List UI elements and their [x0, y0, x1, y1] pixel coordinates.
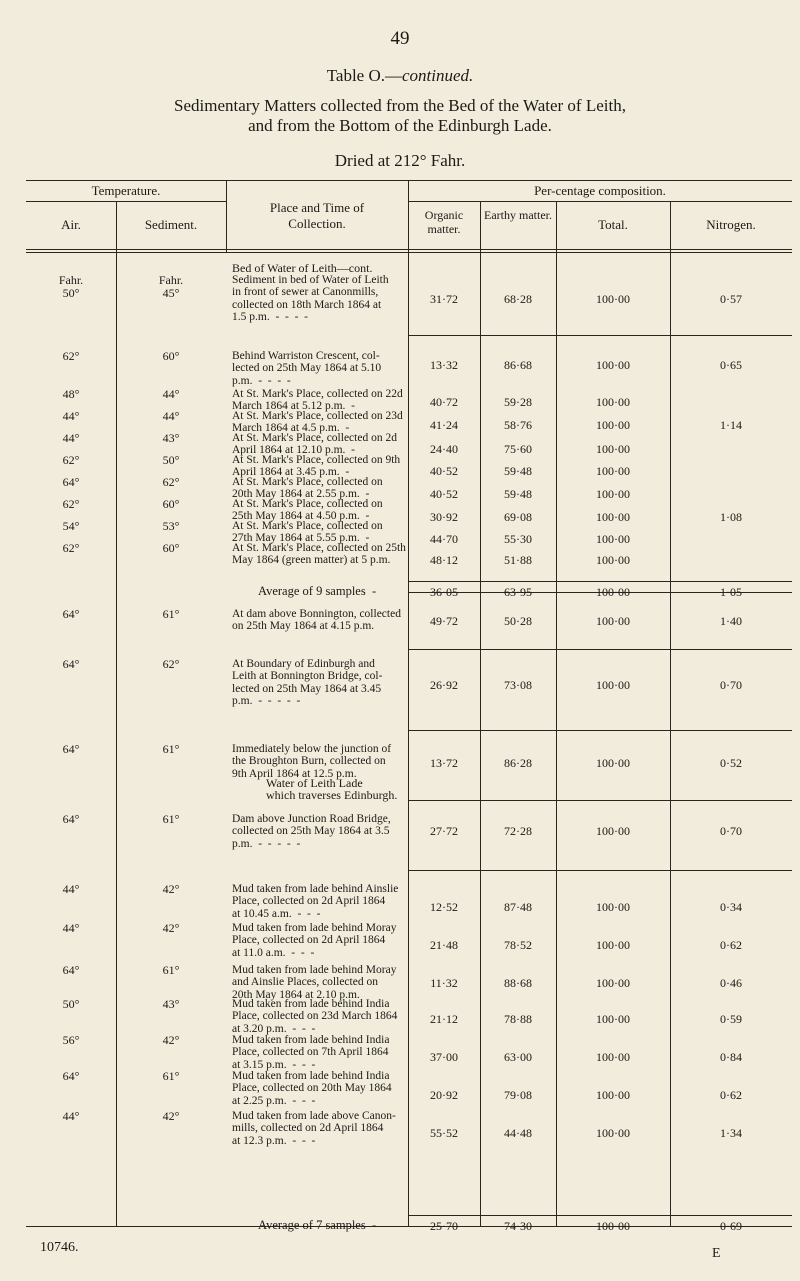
- air-temperature: 44°: [62, 882, 80, 896]
- air-temperature: 64°: [62, 963, 80, 977]
- earthy-matter-value: 86·68: [504, 358, 532, 372]
- table-heading: Sedimentary Matters collected from the Bed of the Water of Leith, and from the Bottom of the Edinburgh Lade.: [174, 96, 626, 135]
- earthy-matter-value: 58·76: [504, 418, 532, 432]
- organic-matter-value: 40·52: [430, 487, 458, 501]
- sediment-temperature: 43°: [162, 997, 180, 1011]
- sediment-temperature: 53°: [162, 519, 180, 533]
- nitrogen-value: 1·14: [720, 418, 742, 432]
- organic-matter-value: 44·70: [430, 532, 458, 546]
- section-title-bed: Bed of Water of Leith—cont.: [232, 261, 373, 275]
- air-temperature: 64°: [62, 742, 80, 756]
- nitrogen-value: 1·08: [720, 510, 742, 524]
- nitrogen-value: 0·52: [720, 756, 742, 770]
- collection-description: Immediately below the junction of the Broughton Burn, collected on 9th April 1864 at 12.5 p.m.: [232, 743, 392, 780]
- collection-description: At St. Mark's Place, collected on 25th May 1864 (green matter) at 5 p.m.: [232, 542, 406, 567]
- earthy-matter-value: 78·52: [504, 938, 532, 952]
- total-value: 100·00: [596, 464, 630, 478]
- collection-description: Mud taken from lade behind Moray Place, collected on 2d April 1864 at 11.0 a.m. - - -: [232, 922, 397, 959]
- air-temperature: 64°: [62, 1069, 80, 1083]
- total-value: 100·00: [596, 824, 630, 838]
- nitrogen-value: 0·70: [720, 678, 742, 692]
- sediment-temperature: 61°: [162, 812, 180, 826]
- air-temperature: 48°: [62, 387, 80, 401]
- collection-description: Average of 7 samples -: [258, 1218, 377, 1232]
- total-value: 100·00: [596, 1088, 630, 1102]
- footer-number: 10746.: [40, 1240, 79, 1255]
- sediment-temperature: 62°: [162, 657, 180, 671]
- earthy-matter-value: 75·60: [504, 442, 532, 456]
- total-value: 100·00: [596, 395, 630, 409]
- air-temperature: Fahr. 50°: [58, 273, 84, 300]
- sediment-temperature: 50°: [162, 453, 180, 467]
- nitrogen-value: 0·65: [720, 358, 742, 372]
- earthy-matter-value: 59·48: [504, 464, 532, 478]
- nitrogen-value: 0·57: [720, 292, 742, 306]
- earthy-matter-value: 50·28: [504, 614, 532, 628]
- sediment-temperature: 60°: [162, 349, 180, 363]
- sediment-temperature: 44°: [162, 387, 180, 401]
- organic-matter-value: 40·52: [430, 464, 458, 478]
- earthy-matter-value: 55·30: [504, 532, 532, 546]
- section-title-lade-sub: which traverses Edinburgh.: [266, 788, 398, 802]
- air-temperature: 64°: [62, 475, 80, 489]
- header-air: Air.: [61, 217, 81, 232]
- sediment-temperature: 42°: [162, 921, 180, 935]
- data-table: [26, 180, 792, 1233]
- air-temperature: 50°: [62, 997, 80, 1011]
- collection-description: At St. Mark's Place, collected on 9th April 1864 at 3.45 p.m. -: [232, 454, 401, 479]
- collection-description: Mud taken from lade behind Moray and Ainslie Places, collected on 20th May 1864 at 2.10 p.m.: [232, 964, 397, 1001]
- total-value: 100·00: [596, 900, 630, 914]
- sediment-temperature: 42°: [162, 1109, 180, 1123]
- collection-description: At St. Mark's Place, collected on 20th May 1864 at 2.55 p.m. -: [232, 476, 383, 501]
- sediment-temperature: 61°: [162, 607, 180, 621]
- earthy-matter-value: 59·28: [504, 395, 532, 409]
- collection-description: Mud taken from lade behind Ainslie Place, collected on 2d April 1864 at 10.45 a.m. - - -: [232, 883, 399, 920]
- collection-description: Mud taken from lade behind India Place, collected on 23d March 1864 at 3.20 p.m. - - -: [232, 998, 398, 1035]
- earthy-matter-value: 72·28: [504, 824, 532, 838]
- air-temperature: 56°: [62, 1033, 80, 1047]
- nitrogen-value: 0·34: [720, 900, 742, 914]
- air-temperature: 64°: [62, 607, 80, 621]
- total-value: 100·00: [596, 678, 630, 692]
- total-value: 100·00: [596, 1219, 630, 1233]
- collection-description: At St. Mark's Place, collected on 2d April 1864 at 12.10 p.m. -: [232, 432, 397, 457]
- sediment-temperature: 60°: [162, 541, 180, 555]
- organic-matter-value: 21·48: [430, 938, 458, 952]
- header-temperature: Temperature.: [91, 183, 161, 198]
- section-title-lade: Water of Leith Lade: [266, 776, 363, 790]
- air-temperature: 64°: [62, 657, 80, 671]
- air-temperature: 44°: [62, 921, 80, 935]
- nitrogen-value: 0·70: [720, 824, 742, 838]
- table-title: Table O.—continued.: [326, 66, 474, 85]
- total-value: 100·00: [596, 938, 630, 952]
- air-temperature: 62°: [62, 453, 80, 467]
- earthy-matter-value: 88·68: [504, 976, 532, 990]
- organic-matter-value: 31·72: [430, 292, 458, 306]
- sediment-temperature: 61°: [162, 1069, 180, 1083]
- air-temperature: 62°: [62, 541, 80, 555]
- organic-matter-value: 30·92: [430, 510, 458, 524]
- header-total: Total.: [598, 217, 628, 232]
- total-value: 100·00: [596, 1050, 630, 1064]
- earthy-matter-value: 87·48: [504, 900, 532, 914]
- sediment-temperature: 60°: [162, 497, 180, 511]
- nitrogen-value: 1·40: [720, 614, 742, 628]
- collection-description: Mud taken from lade behind India Place, collected on 20th May 1864 at 2.25 p.m. - - -: [232, 1070, 392, 1107]
- organic-matter-value: 48·12: [430, 553, 458, 567]
- total-value: 100·00: [596, 976, 630, 990]
- nitrogen-value: 0·59: [720, 1012, 742, 1026]
- organic-matter-value: 21·12: [430, 1012, 458, 1026]
- collection-description: At St. Mark's Place, collected on 22d March 1864 at 5.12 p.m. -: [232, 388, 403, 413]
- total-value: 100·00: [596, 614, 630, 628]
- organic-matter-value: 37·00: [430, 1050, 458, 1064]
- total-value: 100·00: [596, 487, 630, 501]
- collection-description: Mud taken from lade behind India Place, collected on 7th April 1864 at 3.15 p.m. - - -: [232, 1034, 390, 1071]
- nitrogen-value: 0·62: [720, 1088, 742, 1102]
- collection-description: At dam above Bonnington, collected on 25th May 1864 at 4.15 p.m.: [232, 608, 401, 633]
- total-value: 100·00: [596, 585, 630, 599]
- organic-matter-value: 27·72: [430, 824, 458, 838]
- total-value: 100·00: [596, 756, 630, 770]
- organic-matter-value: 11·32: [430, 976, 458, 990]
- header-earthy: Earthy matter.: [484, 208, 552, 222]
- sediment-temperature: 42°: [162, 882, 180, 896]
- total-value: 100·00: [596, 292, 630, 306]
- organic-matter-value: 41·24: [430, 418, 458, 432]
- collection-description: Average of 9 samples -: [258, 584, 377, 598]
- sediment-temperature: 61°: [162, 742, 180, 756]
- earthy-matter-value: 79·08: [504, 1088, 532, 1102]
- nitrogen-value: 0·69: [720, 1219, 742, 1233]
- nitrogen-value: 0·62: [720, 938, 742, 952]
- air-temperature: 62°: [62, 497, 80, 511]
- air-temperature: 54°: [62, 519, 80, 533]
- sediment-temperature: 61°: [162, 963, 180, 977]
- organic-matter-value: 13·72: [430, 756, 458, 770]
- air-temperature: 44°: [62, 409, 80, 423]
- organic-matter-value: 26·92: [430, 678, 458, 692]
- nitrogen-value: 0·84: [720, 1050, 742, 1064]
- air-temperature: 44°: [62, 1109, 80, 1123]
- sediment-temperature: 44°: [162, 409, 180, 423]
- page-number: 49: [390, 28, 410, 49]
- earthy-matter-value: 73·08: [504, 678, 532, 692]
- earthy-matter-value: 51·88: [504, 553, 532, 567]
- total-value: 100·00: [596, 532, 630, 546]
- earthy-matter-value: 63·95: [504, 585, 532, 599]
- air-temperature: 62°: [62, 349, 80, 363]
- earthy-matter-value: 63·00: [504, 1050, 532, 1064]
- table-subheading: Dried at 212° Fahr.: [334, 151, 466, 170]
- sediment-temperature: Fahr. 45°: [158, 273, 184, 300]
- collection-description: At St. Mark's Place, collected on 23d March 1864 at 4.5 p.m. -: [232, 410, 403, 435]
- air-temperature: 44°: [62, 431, 80, 445]
- header-nitrogen: Nitrogen.: [706, 217, 756, 232]
- organic-matter-value: 40·72: [430, 395, 458, 409]
- total-value: 100·00: [596, 510, 630, 524]
- header-percentage: Per-centage composition.: [534, 183, 666, 198]
- earthy-matter-value: 59·48: [504, 487, 532, 501]
- earthy-matter-value: 68·28: [504, 292, 532, 306]
- footer-signature: E: [712, 1246, 721, 1261]
- header-place: Place and Time of Collection.: [269, 200, 365, 231]
- organic-matter-value: 25·70: [430, 1219, 458, 1233]
- collection-description: At St. Mark's Place, collected on 25th May 1864 at 4.50 p.m. -: [232, 498, 383, 523]
- organic-matter-value: 12·52: [430, 900, 458, 914]
- earthy-matter-value: 69·08: [504, 510, 532, 524]
- earthy-matter-value: 78·88: [504, 1012, 532, 1026]
- sediment-temperature: 62°: [162, 475, 180, 489]
- collection-description: At St. Mark's Place, collected on 27th May 1864 at 5.55 p.m. -: [232, 520, 383, 545]
- organic-matter-value: 49·72: [430, 614, 458, 628]
- air-temperature: 64°: [62, 812, 80, 826]
- total-value: 100·00: [596, 442, 630, 456]
- collection-description: At Boundary of Edinburgh and Leith at Bonnington Bridge, col- lected on 25th May 1864 at 3.45 p.m. - - - - -: [232, 658, 383, 707]
- organic-matter-value: 36·05: [430, 585, 458, 599]
- organic-matter-value: 13·32: [430, 358, 458, 372]
- organic-matter-value: 24·40: [430, 442, 458, 456]
- collection-description: Sediment in bed of Water of Leith in front of sewer at Canonmills, collected on 18th March 1864 at 1.5 p.m. - - - -: [232, 274, 389, 323]
- collection-description: Mud taken from lade above Canon- mills, collected on 2d April 1864 at 12.3 p.m. - - -: [232, 1110, 396, 1147]
- earthy-matter-value: 44·48: [504, 1126, 532, 1140]
- header-organic: Organic matter.: [424, 208, 464, 236]
- collection-description: Behind Warriston Crescent, col- lected on 25th May 1864 at 5.10 p.m. - - - -: [232, 350, 382, 387]
- total-value: 100·00: [596, 358, 630, 372]
- organic-matter-value: 20·92: [430, 1088, 458, 1102]
- total-value: 100·00: [596, 1012, 630, 1026]
- sediment-temperature: 42°: [162, 1033, 180, 1047]
- total-value: 100·00: [596, 418, 630, 432]
- header-sediment: Sediment.: [144, 217, 198, 232]
- organic-matter-value: 55·52: [430, 1126, 458, 1140]
- earthy-matter-value: 74·30: [504, 1219, 532, 1233]
- total-value: 100·00: [596, 1126, 630, 1140]
- nitrogen-value: 1·34: [720, 1126, 742, 1140]
- nitrogen-value: 0·46: [720, 976, 742, 990]
- earthy-matter-value: 86·28: [504, 756, 532, 770]
- sediment-temperature: 43°: [162, 431, 180, 445]
- collection-description: Dam above Junction Road Bridge, collected on 25th May 1864 at 3.5 p.m. - - - - -: [232, 813, 391, 850]
- total-value: 100·00: [596, 553, 630, 567]
- nitrogen-value: 1·05: [720, 585, 742, 599]
